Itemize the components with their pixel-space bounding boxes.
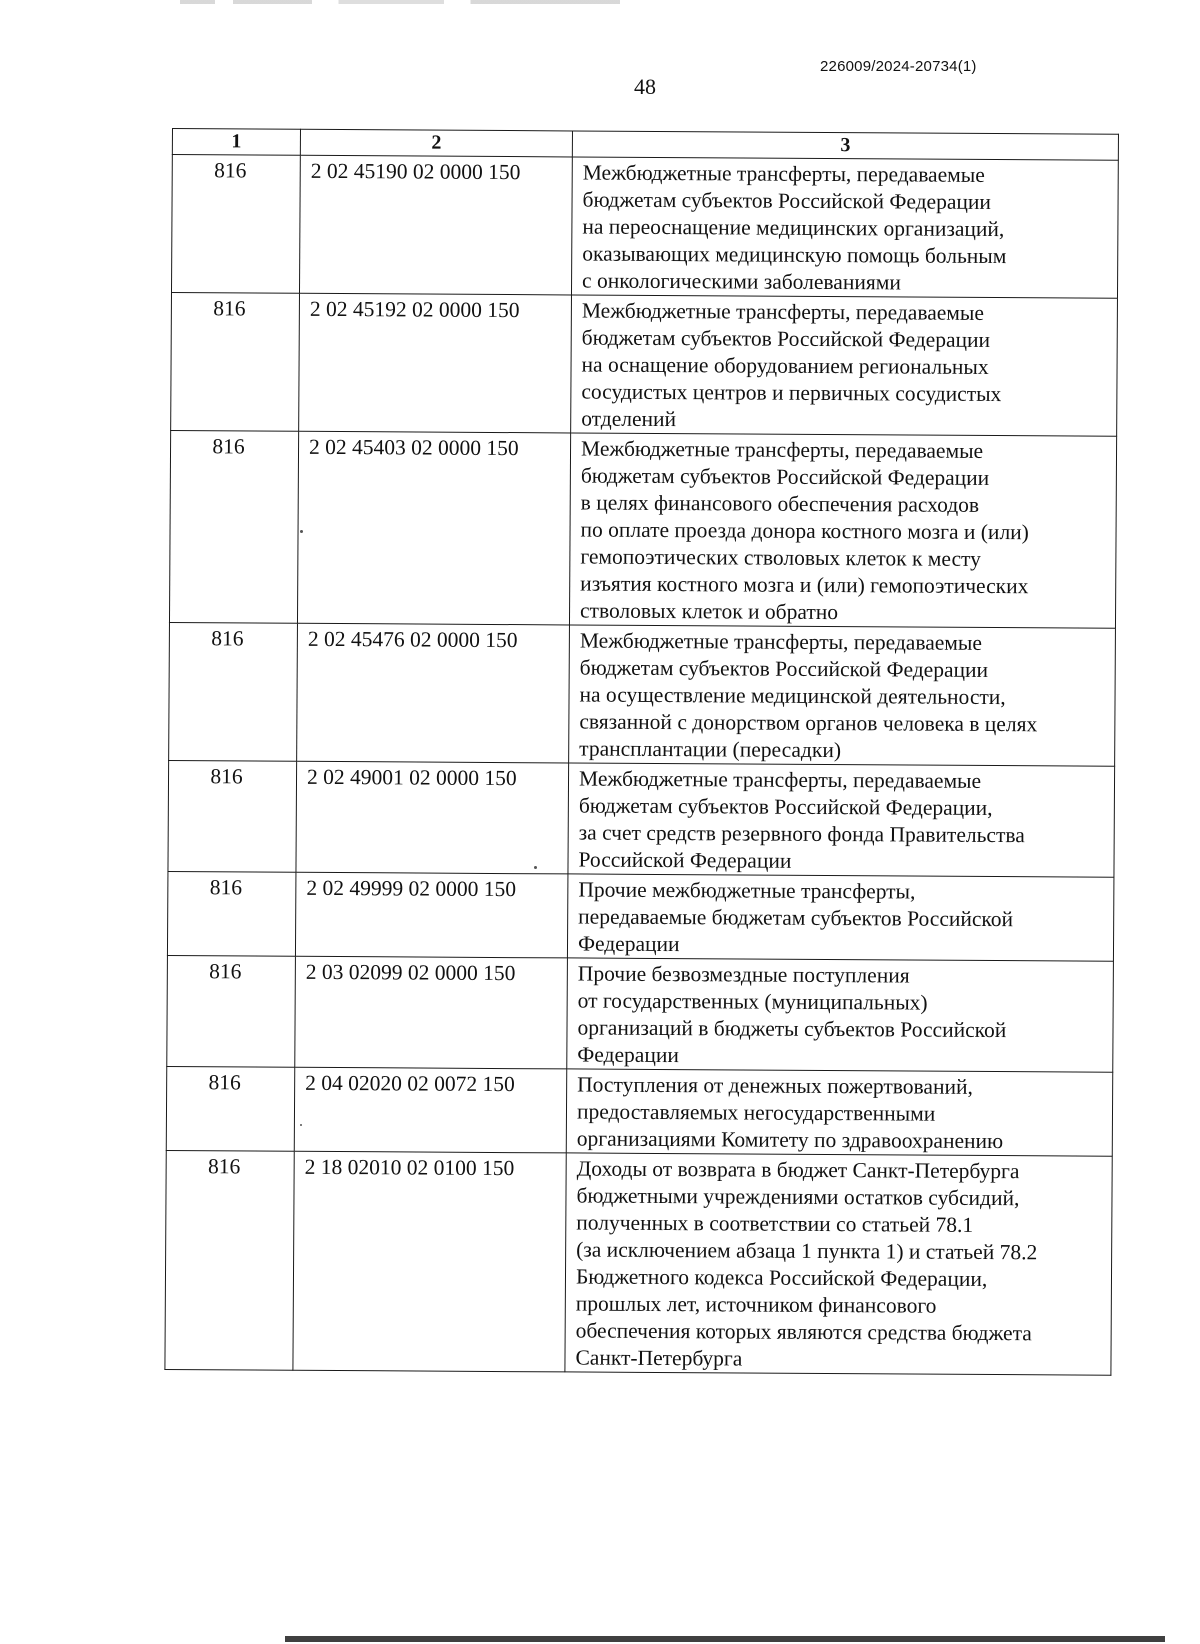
table-row	[166, 1066, 1112, 1156]
table-body	[165, 155, 1118, 1376]
description-line: с онкологическими заболеваниями	[582, 268, 901, 295]
budget-classification-code-cell: 2 02 45190 02 0000 150	[299, 155, 572, 295]
description-line: Межбюджетные трансферты, передаваемые	[582, 160, 985, 187]
table-row	[171, 155, 1118, 299]
table-row	[168, 760, 1115, 877]
description-line: связанной с донорством органов человека в целях	[579, 709, 1038, 737]
admin-code-cell: 816	[166, 1066, 295, 1151]
description-line: изъятия костного мозга и (или) гемопоэтических	[580, 571, 1029, 599]
description-line: Межбюджетные трансферты, передаваемые	[580, 436, 984, 463]
description-line: Бюджетного кодекса Российской Федерации,	[575, 1264, 988, 1292]
revenue-description-cell	[567, 874, 1114, 961]
page-number: 48	[634, 74, 656, 99]
description-line: Межбюджетные трансферты, передаваемые	[579, 628, 983, 655]
description-line: Федерации	[577, 1042, 679, 1068]
admin-code-cell: 816	[165, 1150, 294, 1370]
description-line: Санкт-Петербурга	[575, 1345, 743, 1371]
revenue-description-cell	[565, 1153, 1112, 1375]
admin-code-cell: 816	[168, 760, 297, 872]
description-line: оказывающих медицинскую помощь больным	[582, 241, 1007, 269]
admin-code-cell: 816	[169, 430, 298, 623]
description-line: Федерации	[577, 931, 680, 957]
description-line: Прочие безвозмездные поступления	[577, 961, 910, 988]
scan-artifact-top	[180, 0, 620, 4]
description-line: отделений	[581, 406, 677, 432]
description-line: в целях финансового обеспечения расходов	[580, 490, 980, 517]
budget-classification-table-container	[164, 128, 1118, 1376]
description-line: стволовых клеток и обратно	[579, 598, 839, 625]
table-row	[167, 955, 1114, 1072]
description-line: от государственных (муниципальных)	[577, 988, 928, 1015]
document-registration-number: 226009/2024-20734(1)	[820, 58, 977, 75]
revenue-description-cell	[567, 958, 1114, 1072]
revenue-description-cell	[571, 295, 1118, 436]
column-header-3: 3	[572, 131, 1118, 160]
description-line: бюджетам субъектов Российской Федерации,	[578, 793, 993, 821]
revenue-description-cell	[569, 433, 1116, 628]
description-line: трансплантации (пересадки)	[579, 736, 842, 763]
budget-classification-code-cell: 2 04 02020 02 0072 150	[294, 1067, 567, 1153]
admin-code-cell: 816	[167, 871, 296, 956]
admin-code-cell: 816	[171, 293, 300, 432]
description-line: гемопоэтических стволовых клеток к месту	[580, 544, 981, 571]
description-line: по оплате проезда донора костного мозга и (или)	[580, 517, 1029, 545]
description-line: бюджетам субъектов Российской Федерации	[582, 187, 991, 215]
table-row	[169, 430, 1116, 628]
budget-classification-code-cell: 2 02 45403 02 0000 150	[297, 431, 570, 625]
description-line: Доходы от возврата в бюджет Санкт-Петербурга	[576, 1156, 1020, 1184]
description-line: Российской Федерации	[578, 847, 792, 873]
description-line: бюджетам субъектов Российской Федерации	[581, 325, 991, 353]
scan-speck	[300, 1124, 302, 1126]
description-line: бюджетными учреждениями остатков субсидий,	[576, 1183, 1020, 1211]
description-line: на осуществление медицинской деятельности,	[579, 682, 1006, 710]
description-line: бюджетам субъектов Российской Федерации	[579, 655, 989, 682]
revenue-description-cell	[566, 1069, 1113, 1156]
revenue-description-cell	[571, 157, 1118, 298]
scan-speck	[534, 866, 537, 869]
description-line: передаваемые бюджетам субъектов Российской	[578, 904, 1014, 932]
scan-artifact-bottom	[285, 1636, 1165, 1642]
column-header-2: 2	[300, 129, 572, 157]
description-line: сосудистых центров и первичных сосудистых	[581, 379, 1002, 407]
description-line: на переоснащение медицинских организаций,	[582, 214, 1005, 242]
description-line: на оснащение оборудованием региональных	[581, 352, 989, 379]
budget-classification-code-cell: 2 02 49999 02 0000 150	[295, 872, 568, 958]
description-line: обеспечения которых являются средства бюджета	[575, 1318, 1032, 1346]
budget-classification-code-cell: 2 02 45476 02 0000 150	[297, 623, 570, 763]
description-line: за счет средств резервного фонда Правительства	[578, 820, 1025, 848]
column-header-1: 1	[172, 129, 300, 156]
revenue-description-cell	[568, 763, 1115, 877]
admin-code-cell: 816	[169, 622, 298, 761]
scan-speck	[300, 530, 303, 533]
table-row	[169, 622, 1116, 766]
table-row	[171, 293, 1118, 437]
description-line: бюджетам субъектов Российской Федерации	[580, 463, 990, 490]
table-row	[165, 1150, 1112, 1375]
description-line: прошлых лет, источником финансового	[575, 1291, 937, 1318]
admin-code-cell: 816	[167, 955, 296, 1067]
description-line: полученных в соответствии со статьей 78.1	[576, 1210, 974, 1237]
description-line: Прочие межбюджетные трансферты,	[578, 877, 916, 904]
description-line: предоставляемых негосударственными	[576, 1099, 936, 1126]
description-line: Межбюджетные трансферты, передаваемые	[578, 766, 982, 793]
description-line: Поступления от денежных пожертвований,	[577, 1072, 973, 1099]
description-line: (за исключением абзаца 1 пункта 1) и статьей 78.2	[576, 1237, 1038, 1265]
table-row	[167, 871, 1113, 961]
description-line: Межбюджетные трансферты, передаваемые	[581, 298, 985, 325]
budget-classification-code-cell: 2 02 45192 02 0000 150	[299, 293, 572, 433]
budget-classification-code-cell: 2 03 02099 02 0000 150	[295, 956, 568, 1069]
description-line: организациями Комитету по здравоохранению	[576, 1126, 1004, 1154]
budget-classification-code-cell: 2 18 02010 02 0100 150	[293, 1151, 566, 1372]
description-line: организаций в бюджеты субъектов Российской	[577, 1015, 1007, 1043]
budget-classification-code-cell: 2 02 49001 02 0000 150	[296, 761, 569, 874]
revenue-description-cell	[569, 625, 1116, 766]
budget-classification-table	[164, 128, 1119, 1376]
admin-code-cell: 816	[171, 155, 300, 294]
